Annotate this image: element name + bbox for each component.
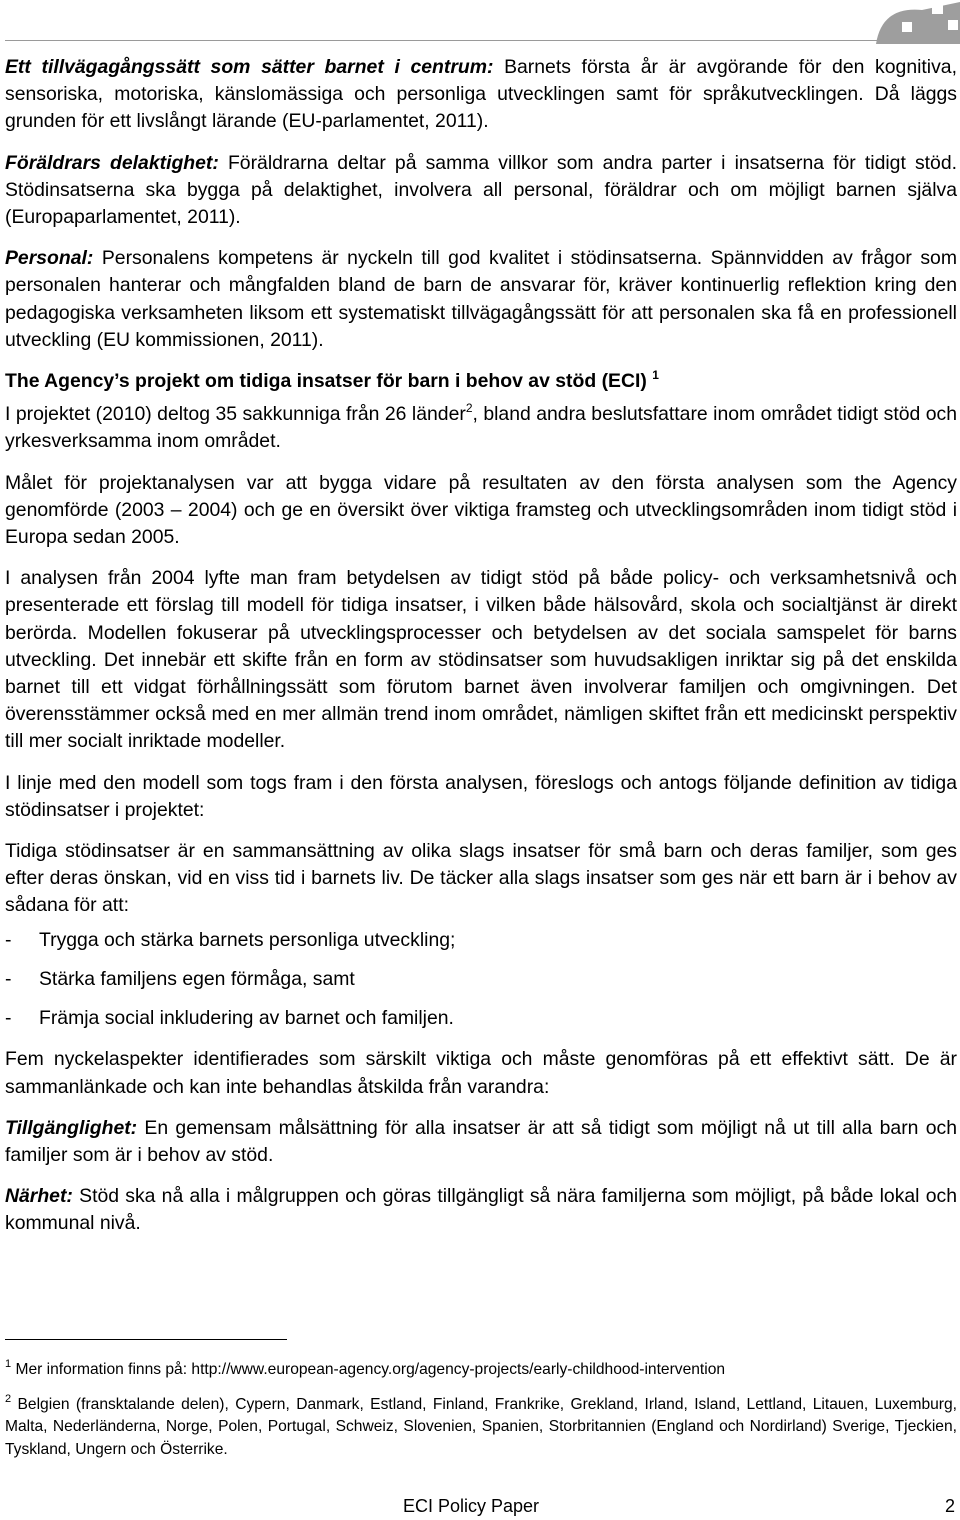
list-dash: - (5, 1007, 12, 1030)
list-item: - Trygga och stärka barnets personliga utveckling; (5, 927, 957, 954)
paragraph-proximity: Närhet: Stöd ska nå alla i målgruppen och göras tillgängligt så nära familjerna som möjligt, på både lokal och kommunal nivå. (5, 1185, 957, 1235)
paragraph-text: Föräldrarna deltar på samma villkor som andra parter i insatserna för tidigt stöd. Stödinsatserna ska bygga på delaktighet, involvera all personal, föräldrar och om möjligt barnen själva (Europaparlamentet, 2011). (5, 151, 957, 229)
header-rule (5, 40, 885, 41)
footnote-1 (5, 1359, 957, 1382)
footnote-text: Belgien (fransktalande delen), Cypern, Danmark, Estland, Finland, Frankrike, Grekland, Irland, Island, Lettland, Litauen, Luxemburg, Malta, Nederländerna, Norge, Polen, Portugal, Schweiz, Slovenien, Spanien, Storbritannien (England och Nordirland) Sverige, Tjeckien, Tyskland, Ungern och Österrike. (5, 1395, 957, 1458)
footnote-separator (5, 1339, 287, 1340)
lead-term: Ett tillvägagångssätt som sätter barnet i centrum: (5, 56, 494, 78)
page-footer (0, 1495, 960, 1517)
page-body (5, 54, 957, 1252)
footnote-2 (5, 1394, 957, 1462)
paragraph-aim: Målet för projektanalysen var att bygga vidare på resultaten av den första analysen som the Agency genomförde (2003 – 2004) och ge en översikt över viktiga framsteg och utvecklingsområden inom tidigt stöd i Europa sedan 2005. (5, 471, 957, 549)
paragraph-staff (5, 245, 957, 354)
list-item: - Stärka familjens egen förmåga, samt (5, 966, 957, 993)
list-dash: - (5, 967, 12, 990)
paragraph-text: Personalens kompetens är nyckeln till god kvalitet i stödinsatserna. Spännvidden av frågor som personalen hanterar och mångfalden bland de barn de ansvarar för, kräver kontinuerlig reflektion kring den pedagogiska verksamheten liksom ett systematiskt tillvägagångssätt för att personalen ska få en professionell utveckling (EU kommissionen, 2011). (5, 247, 957, 351)
footnote-ref[interactable]: 1 (652, 368, 659, 383)
paragraph-definition-intro: I linje med den modell som togs fram i den första analysen, föreslogs och antogs följande definition av tidiga stödinsatser i projektet: (5, 771, 957, 821)
footnotes (5, 1359, 957, 1473)
paragraph-parent-participation (5, 150, 957, 232)
footnote-ref[interactable]: 2 (465, 401, 473, 416)
paragraph-text: Barnets första år är avgörande för den kognitiva, sensoriska, motoriska, känslomässiga och personliga utvecklingen samt för språkutvecklingen. Då läggs grunden för ett livslångt lärande (EU-parlamentet, 2011). (5, 56, 957, 133)
definition-list (5, 927, 957, 1033)
paragraph-analysis-2004: I analysen från 2004 lyfte man fram betydelsen av tidigt stöd på både policy- och verksamhetsnivå och presenterade ett förslag till modell för tidiga insatser, i vilken både hälsovård, skola och socialtjänst är direkt berörda. Modellen fokuserar på utvecklingsprocesser och betydelsen av det sociala samspelet för barns utveckling. Det innebär ett skifte från en form av stödinsatser som huvudsakligen inriktar sig på det enskilda barnet till ett vidgat förhållningssätt som förutom barnet även involverar familjen och omgivningen. Det överensstämmer också med en mer allmän trend inom området, nämligen skiftet från ett medicinskt perspektiv till mer socialt inriktade modeller. (5, 567, 957, 753)
list-item: - Främja social inkludering av barnet och familjen. (5, 1005, 957, 1032)
footnote-text[interactable]: Mer information finns på: http://www.european-agency.org/agency-projects/early-childhood-intervention (11, 1361, 726, 1378)
paragraph-project: I projektet (2010) deltog 35 sakkunniga från 26 länder$^2$, bland andra beslutsfattare inom området tidigt stöd och yrkesverksamma inom området. (5, 401, 957, 453)
lead-term: Personal: (5, 247, 94, 270)
footnote-number: 2 (5, 1392, 12, 1405)
paragraph-availability: Tillgänglighet: En gemensam målsättning för alla insatser är att så tidigt som möjligt nå ut till alla barn och familjer som är i behov av stöd. (5, 1116, 957, 1166)
paragraph-definition: Tidiga stödinsatser är en sammansättning av olika slags insatser för små barn och deras familjer, som ges efter deras önskan, vid en viss tid i barnets liv. De täcker alla slags insatser som ges när ett barn är i behov av sådana för att: (5, 840, 957, 917)
section-heading: The Agency’s projekt om tidiga insatser för barn i behov av stöd (ECI) $^1$ (5, 368, 659, 393)
lead-term: Tillgänglighet: (5, 1116, 138, 1139)
lead-term: Föräldrars delaktighet: (5, 151, 219, 174)
paragraph-key-aspects: Fem nyckelaspekter identifierades som särskilt viktiga och måste genomföras på ett effektivt sätt. De är sammanlänkade och kan inte behandlas åtskilda från varandra: (5, 1048, 957, 1098)
paragraph-child-centred (5, 54, 957, 136)
lead-term: Närhet: (5, 1185, 73, 1208)
footnote-number: 1 (5, 1358, 12, 1370)
list-dash: - (5, 928, 12, 951)
footer-title: ECI Policy Paper (403, 1496, 540, 1516)
agency-logo-icon (876, 0, 960, 44)
page-number: 2 (944, 1496, 955, 1516)
